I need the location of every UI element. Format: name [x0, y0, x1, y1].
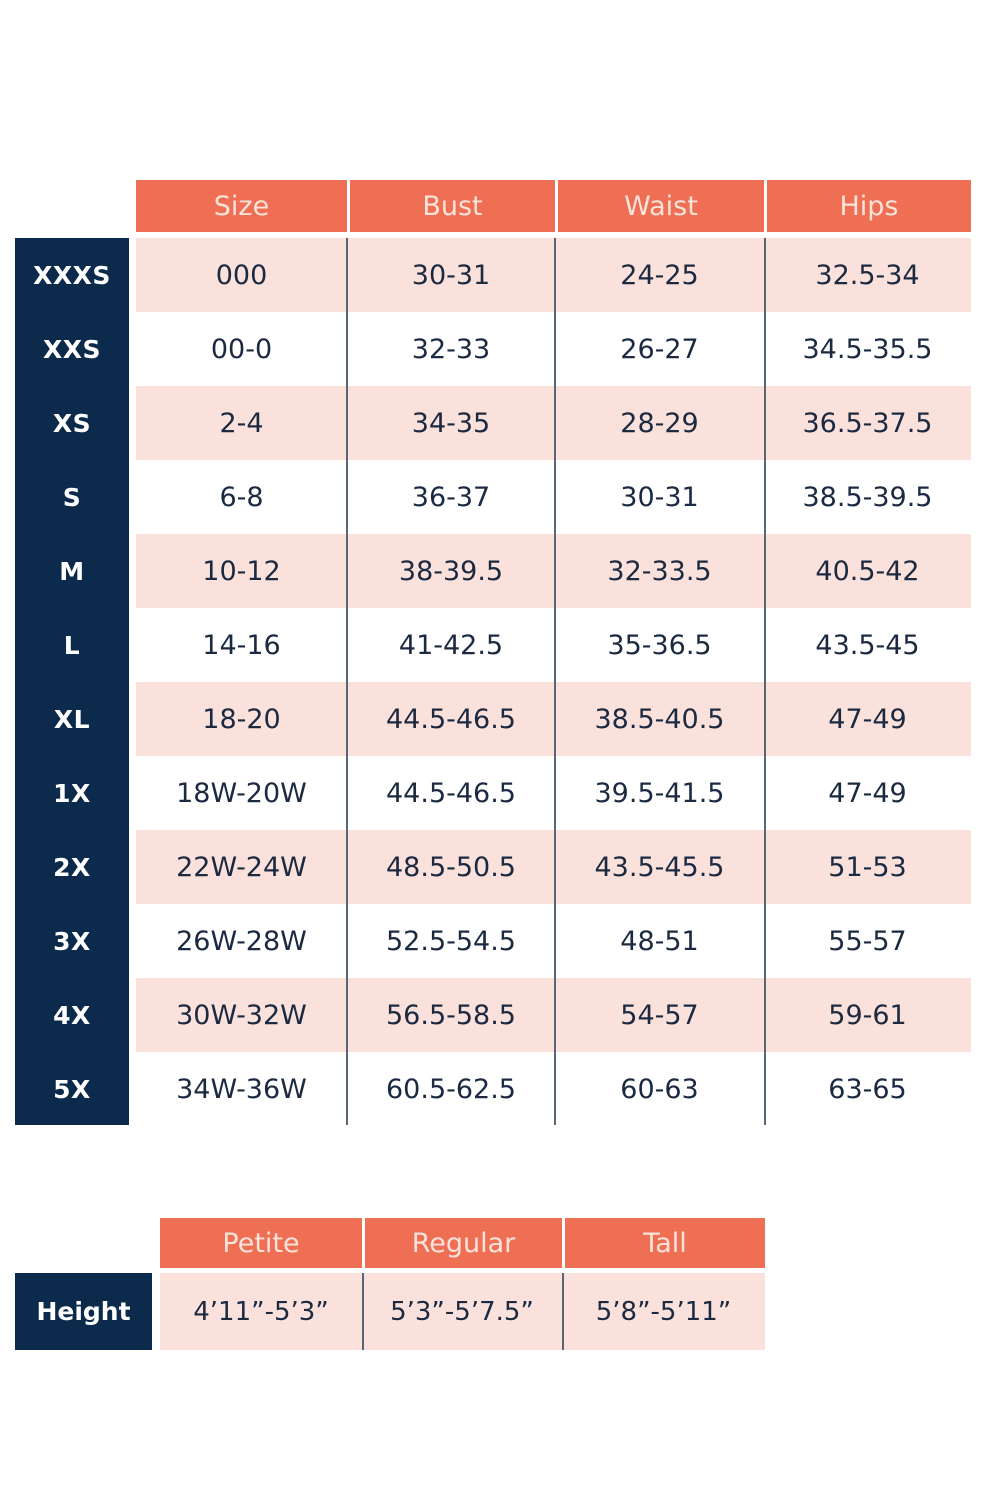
- cell-waist: 32-33.5: [607, 555, 712, 587]
- cell-hips: 59-61: [828, 999, 907, 1031]
- cell-bust: 52.5-54.5: [386, 925, 516, 957]
- cell-bust: 41-42.5: [398, 629, 504, 661]
- size-label: XL: [53, 704, 91, 734]
- cell-waist: 39.5-41.5: [594, 777, 725, 809]
- size-label: L: [63, 630, 81, 660]
- cell-hips: 51-53: [828, 851, 907, 883]
- cell-hips: 36.5-37.5: [802, 407, 933, 439]
- size-label: 5X: [53, 1074, 91, 1104]
- cell-waist: 38.5-40.5: [594, 703, 725, 735]
- cell-waist: 48-51: [620, 925, 699, 957]
- height-chart-table: [15, 1218, 765, 1350]
- height-values-row: [160, 1273, 765, 1350]
- cell-bust: 36-37: [411, 481, 491, 513]
- column-divider: [562, 1273, 564, 1350]
- column-divider: [554, 238, 556, 1125]
- cell-hips: 38.5-39.5: [802, 481, 933, 513]
- size-label: 1X: [53, 778, 91, 808]
- cell-size: 34W-36W: [176, 1073, 307, 1105]
- size-label: XXS: [42, 334, 102, 364]
- header-waist: Waist: [555, 180, 764, 232]
- cell-size: 26W-28W: [176, 925, 307, 957]
- cell-size: 22W-24W: [176, 851, 307, 883]
- cell-bust: 44.5-46.5: [386, 703, 516, 735]
- cell-hips: 32.5-34: [815, 259, 920, 291]
- cell-petite-height: 4’11”-5’3”: [193, 1296, 329, 1327]
- cell-size: 18W-20W: [176, 777, 307, 809]
- cell-waist: 24-25: [620, 259, 699, 291]
- cell-bust: 34-35: [411, 407, 491, 439]
- cell-hips: 63-65: [828, 1073, 907, 1105]
- cell-hips: 47-49: [828, 777, 907, 809]
- cell-regular-height: 5’3”-5’7.5”: [390, 1296, 534, 1327]
- cell-hips: 40.5-42: [815, 555, 920, 587]
- cell-bust: 32-33: [411, 333, 491, 365]
- cell-hips: 43.5-45: [815, 629, 920, 661]
- size-label: 4X: [53, 1000, 91, 1030]
- header-hips: Hips: [764, 180, 971, 232]
- cell-bust: 30-31: [411, 259, 491, 291]
- header-size: Size: [136, 180, 347, 232]
- cell-size: 18-20: [202, 703, 281, 735]
- cell-waist: 26-27: [620, 333, 699, 365]
- cell-size: 14-16: [202, 629, 281, 661]
- cell-waist: 54-57: [620, 999, 699, 1031]
- cell-bust: 48.5-50.5: [386, 851, 516, 883]
- size-chart-header-row: [136, 180, 971, 232]
- cell-size: 2-4: [219, 407, 264, 439]
- cell-waist: 60-63: [620, 1073, 699, 1105]
- size-label: M: [59, 556, 85, 586]
- cell-waist: 35-36.5: [607, 629, 712, 661]
- header-tall: Tall: [562, 1218, 765, 1268]
- cell-hips: 47-49: [828, 703, 907, 735]
- size-label: S: [62, 482, 82, 512]
- cell-size: 00-0: [210, 333, 273, 365]
- column-divider: [346, 238, 348, 1125]
- size-label: XXXS: [33, 260, 111, 290]
- height-chart-header-row: [160, 1218, 765, 1268]
- column-divider: [764, 238, 766, 1125]
- column-divider: [362, 1273, 364, 1350]
- cell-waist: 28-29: [620, 407, 699, 439]
- height-label: Height: [15, 1273, 152, 1350]
- cell-size: 30W-32W: [176, 999, 307, 1031]
- cell-hips: 55-57: [828, 925, 907, 957]
- cell-hips: 34.5-35.5: [802, 333, 933, 365]
- size-label: 3X: [53, 926, 91, 956]
- cell-size: 6-8: [219, 481, 264, 513]
- cell-size: 10-12: [202, 555, 281, 587]
- cell-bust: 38-39.5: [398, 555, 504, 587]
- size-label: XS: [52, 408, 92, 438]
- cell-bust: 60.5-62.5: [386, 1073, 516, 1105]
- header-petite: Petite: [160, 1218, 362, 1268]
- cell-waist: 30-31: [620, 481, 699, 513]
- cell-tall-height: 5’8”-5’11”: [595, 1296, 732, 1327]
- size-label-column: [15, 238, 129, 1125]
- cell-bust: 56.5-58.5: [386, 999, 516, 1031]
- cell-size: 000: [215, 259, 268, 291]
- cell-bust: 44.5-46.5: [386, 777, 516, 809]
- cell-waist: 43.5-45.5: [594, 851, 725, 883]
- header-regular: Regular: [362, 1218, 562, 1268]
- header-bust: Bust: [347, 180, 555, 232]
- size-label: 2X: [53, 852, 91, 882]
